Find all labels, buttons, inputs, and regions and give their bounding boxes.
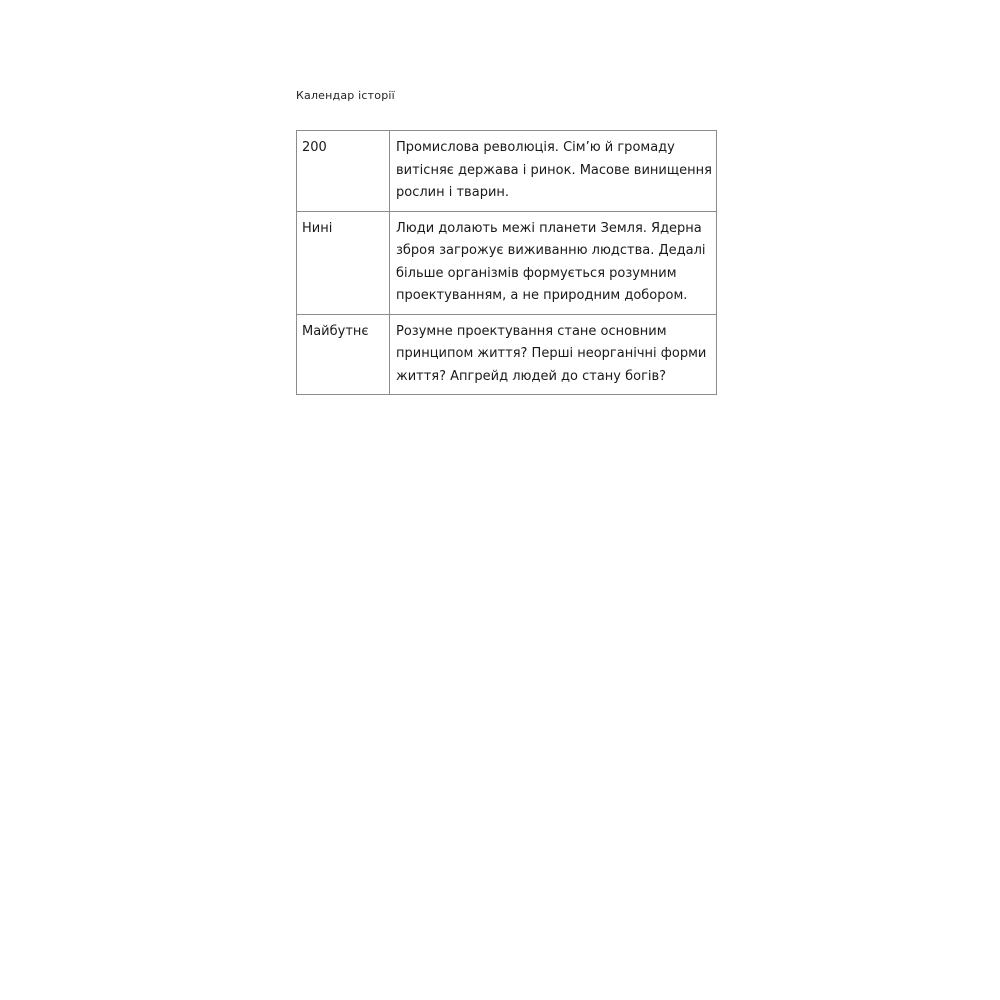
- table-row: [297, 314, 717, 395]
- history-timeline-table: [296, 130, 717, 395]
- running-head-title: Календар історії: [296, 89, 395, 102]
- era-cell: Нині: [297, 211, 390, 314]
- description-cell: Промислова революція. Сім’ю й громаду витісняє держава і ринок. Масове винищення рослин і тварин.: [390, 131, 717, 212]
- description-cell: Люди долають межі планети Земля. Ядерна зброя загрожує виживанню людства. Дедалі більше організмів формується розумним проектуванням, а не природним добором.: [390, 211, 717, 314]
- era-cell: Майбутнє: [297, 314, 390, 395]
- era-cell: 200: [297, 131, 390, 212]
- table-row: [297, 131, 717, 212]
- description-cell: Розумне проектування стане основним принципом життя? Перші неорганічні форми життя? Апгрейд людей до стану богів?: [390, 314, 717, 395]
- table-row: [297, 211, 717, 314]
